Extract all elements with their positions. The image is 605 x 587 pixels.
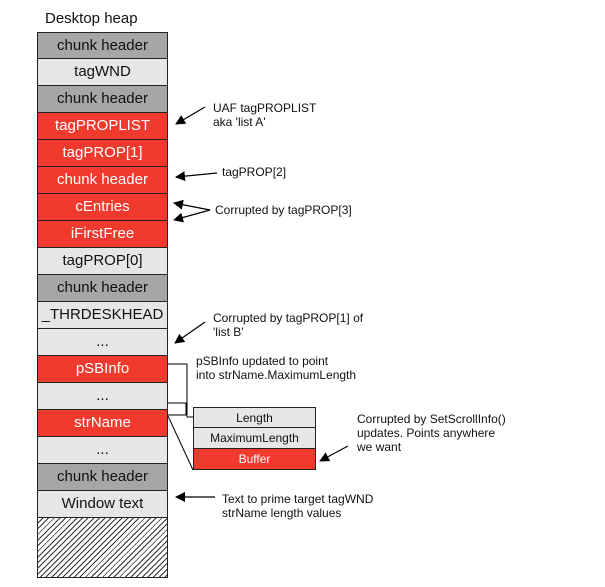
heap-cell: _THRDESKHEAD	[37, 302, 168, 329]
heap-cell: ...	[37, 329, 168, 356]
note-corrupted-prop1: Corrupted by tagPROP[1] of 'list B'	[213, 311, 364, 339]
heap-cell: cEntries	[37, 194, 168, 221]
note-setscrollinfo: Corrupted by SetScrollInfo() updates. Points anywhere we want	[357, 412, 506, 454]
diagram-title: Desktop heap	[45, 10, 138, 27]
heap-cell: tagPROP[0]	[37, 248, 168, 275]
arrow-ifirstfree	[174, 210, 210, 220]
heap-cell: ...	[37, 383, 168, 410]
note-tagprop2: tagPROP[2]	[222, 165, 287, 179]
strname-to-buffer-line	[168, 416, 193, 470]
note-window-text: Text to prime target tagWND strName length values	[222, 492, 374, 520]
heap-cell: Window text	[37, 491, 168, 518]
heap-cell: ...	[37, 437, 168, 464]
heap-cell: tagWND	[37, 59, 168, 86]
psbinfo-pointer-line	[168, 364, 193, 417]
struct-field: Buffer	[193, 449, 316, 470]
heap-cell: chunk header	[37, 86, 168, 113]
heap-cell: strName	[37, 410, 168, 437]
note-uaf: UAF tagPROPLIST aka 'list A'	[213, 101, 317, 129]
heap-cell: tagPROPLIST	[37, 113, 168, 140]
strname-bracket-line	[168, 403, 186, 415]
arrow-uaf	[176, 107, 205, 124]
note-corrupted-prop3: Corrupted by tagPROP[3]	[215, 203, 352, 217]
heap-cell: pSBInfo	[37, 356, 168, 383]
struct-field: Length	[193, 407, 316, 428]
note-psbinfo: pSBInfo updated to point into strName.MaximumLength	[196, 354, 357, 382]
arrow-centries	[174, 203, 210, 210]
arrow-buffer	[320, 446, 348, 461]
arrow-dots	[175, 322, 205, 343]
heap-cell: chunk header	[37, 32, 168, 59]
struct-field: MaximumLength	[193, 428, 316, 449]
heap-cell: chunk header	[37, 275, 168, 302]
heap-cell: chunk header	[37, 464, 168, 491]
arrow-tagprop2	[176, 173, 217, 177]
heap-cell: iFirstFree	[37, 221, 168, 248]
heap-cell: tagPROP[1]	[37, 140, 168, 167]
heap-cell: chunk header	[37, 167, 168, 194]
